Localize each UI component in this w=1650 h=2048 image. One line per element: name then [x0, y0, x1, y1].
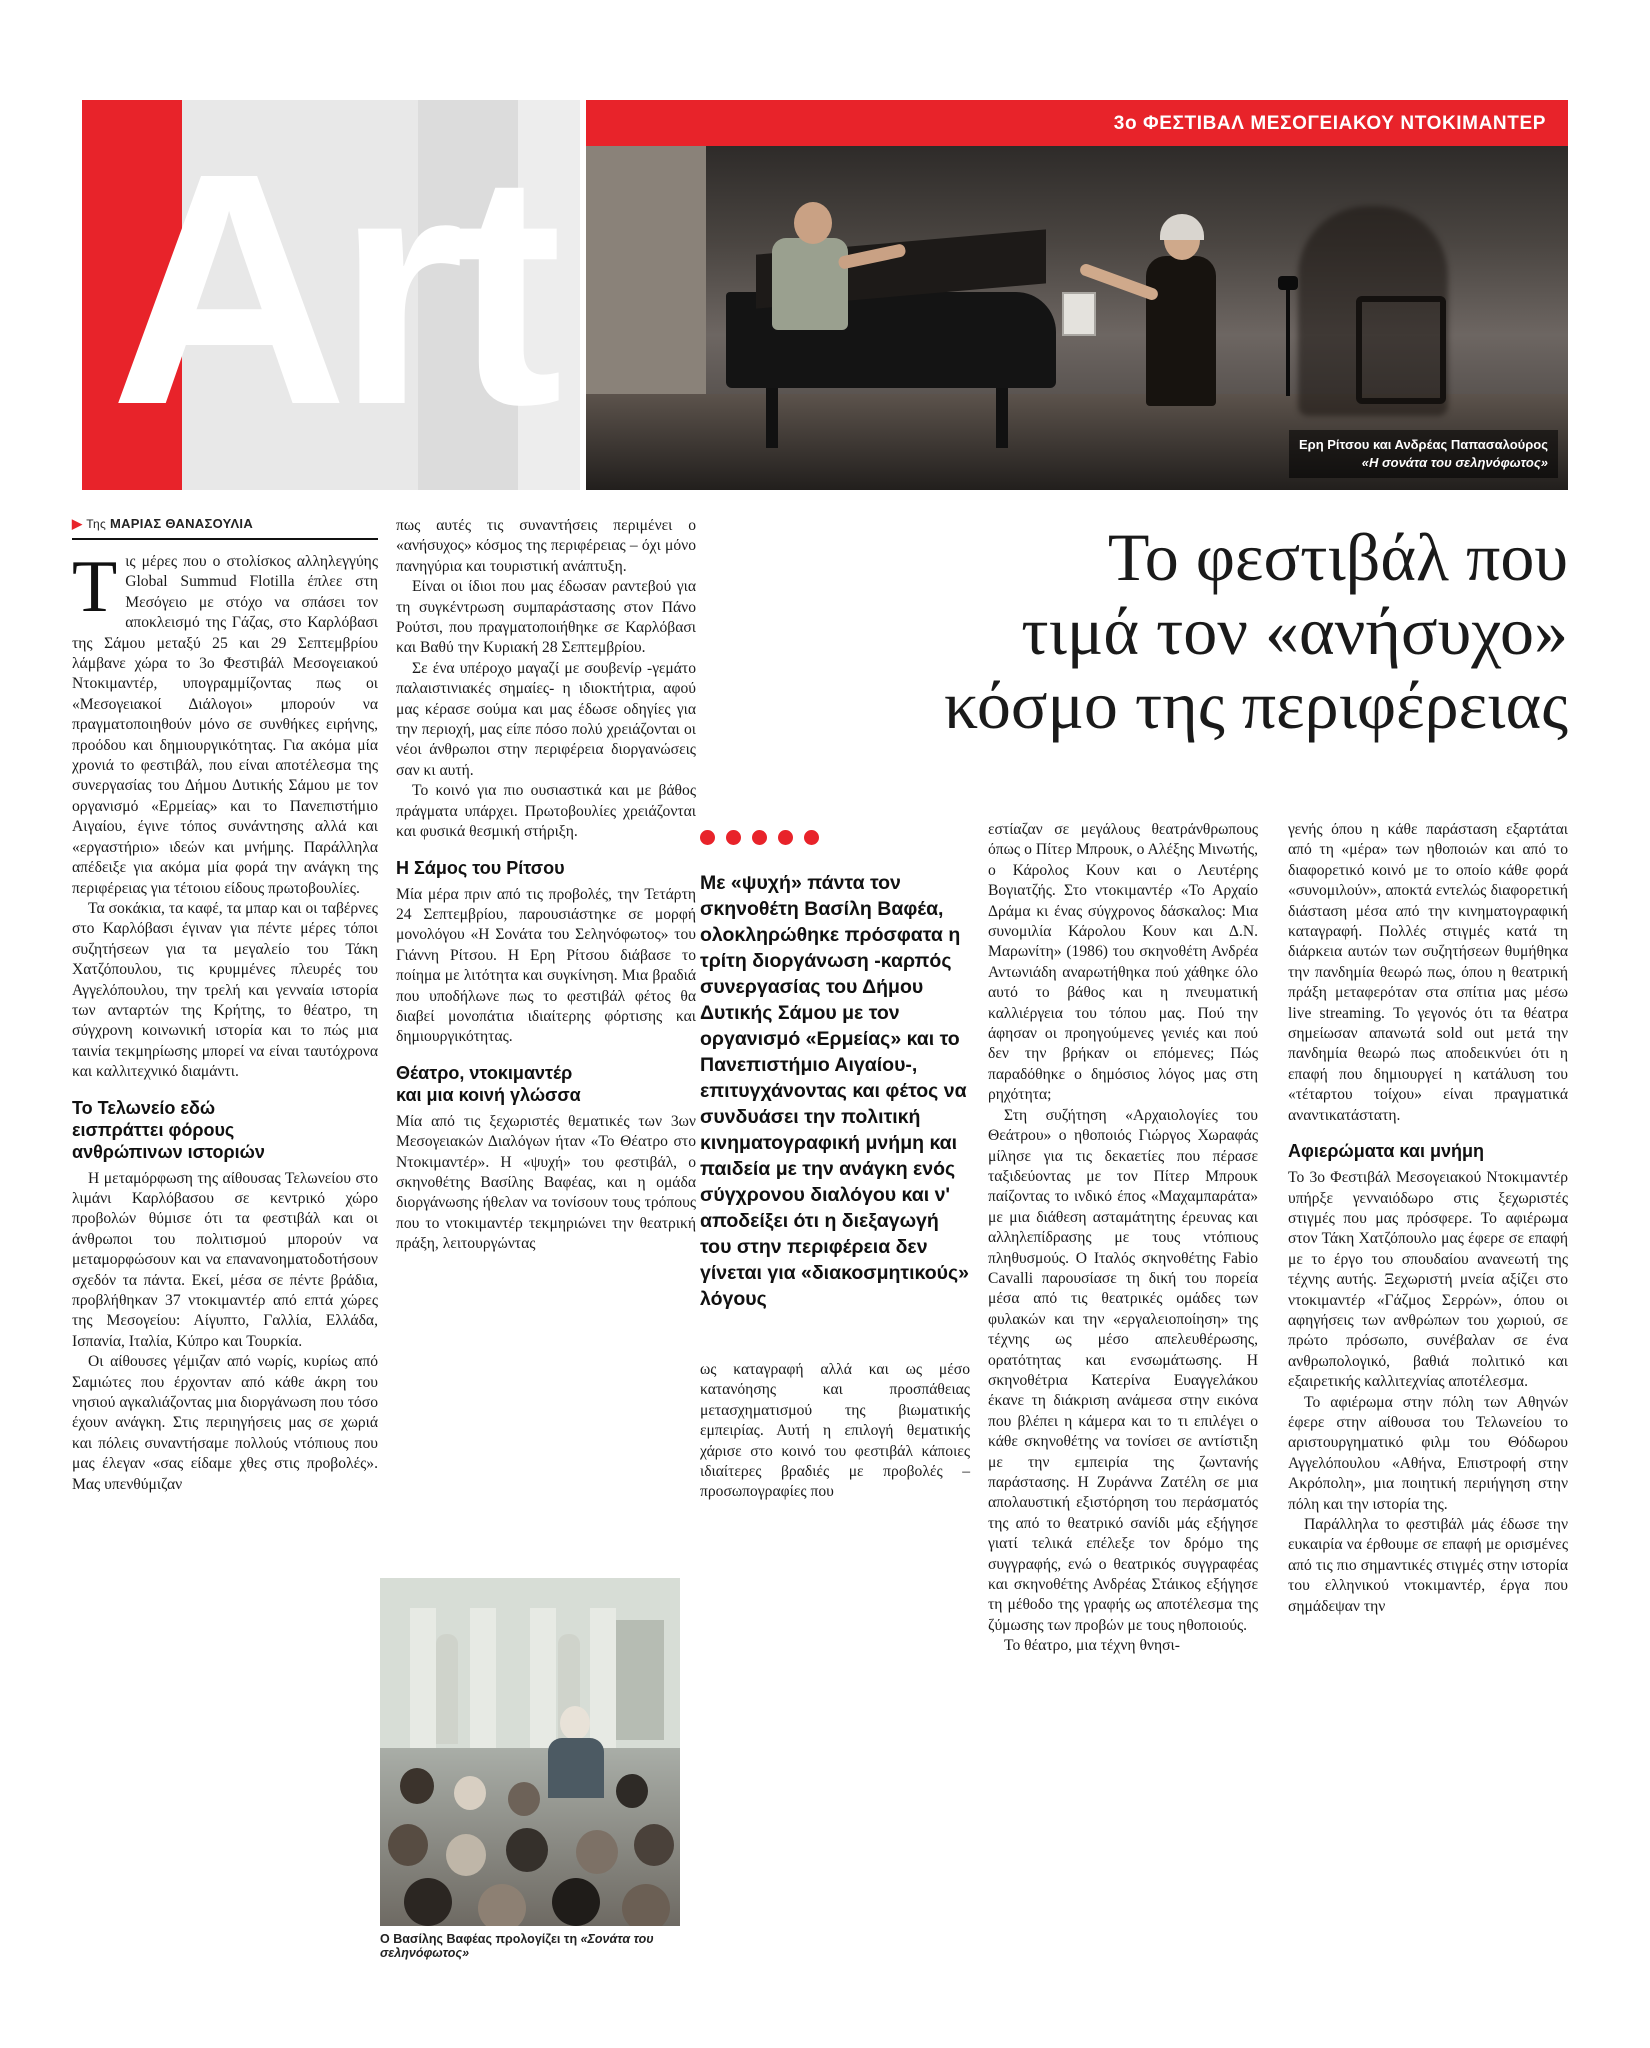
audience-head [616, 1774, 648, 1808]
dot-icon [778, 830, 793, 845]
hero-photo [586, 146, 1568, 490]
hero-wall [586, 146, 706, 406]
headline-line-2: τιμά τον «ανήσυχο» [1021, 593, 1568, 669]
audience-head [404, 1878, 452, 1926]
projection-screen [616, 1620, 664, 1740]
caption-text: Ο Βασίλης Βαφέας προλογίζει τη [380, 1932, 581, 1946]
dot-icon [752, 830, 767, 845]
speaker-icon [1062, 292, 1096, 336]
article-column-1 [72, 546, 378, 1495]
section-heading-customs [72, 1097, 378, 1163]
masthead [82, 100, 580, 490]
microphone-stand-icon [1286, 286, 1290, 396]
speaker-person [560, 1706, 590, 1740]
paragraph: Σε ένα υπέροχο μαγαζί με σουβενίρ -γεμάτο παλαιστινιακές σημαίες- η ιδιοκτήτρια, αφού μας κέρασε σούμα και μας έδωσε οδηγίες για την περιοχή, μας είπε πόσο πολύ χρειάζονται οι νέοι άνθρωποι στην περιφέρεια διοργανώσεις σαν κι αυτή. [396, 659, 696, 779]
column-decor [470, 1608, 496, 1748]
audience-head [508, 1782, 540, 1816]
audience-head [552, 1878, 600, 1926]
article-column-5 [1288, 820, 1568, 1617]
paragraph: Το 3ο Φεστιβάλ Μεσογειακού Ντοκιμαντέρ υπήρξε γενναιόδωρο στις ξεχωριστές στιγμές που μας πρόσφερε. Το αφιέρωμα στον Τάκη Χατζόπουλο μας έφερε σε επαφή με το έργο του σπουδαίου ανανεωτή της τέχνης αυτής. Ξεχωριστή μνεία αξίζει στο ντοκιμαντέρ «Γάζμος Σερρών», όπου οι αφηγήσεις των ανθρώπων του χωριού, σε πρώτο πρόσωπο, συνέβαλαν σε ένα ανθρωπολογικό, βαθιά πολιτικό και εξαιρετικής καλλιτεχνίας αποτέλεσμα. [1288, 1169, 1568, 1391]
performer-woman-hair [1160, 214, 1204, 240]
audience-photo-caption [380, 1932, 680, 1960]
paragraph: ως καταγραφή αλλά και ως μέσο κατανόησης και προσπάθειας μετασχηματισμού της βιωματικής εμπειρίας. Αυτή η επιλογή θεματικής χάρισε στο κοινό του φεστιβάλ κάποιες ιδιαίτερες βραδιές με προβολές – προσωπογραφίες που [700, 1361, 970, 1501]
headline-line-3: κόσμο της περιφέρειας [944, 667, 1568, 743]
decorative-dots [700, 830, 860, 848]
heading-line-2: και μια κοινή γλώσσα [396, 1084, 581, 1105]
audience-head [622, 1884, 670, 1926]
paragraph: εστίαζαν σε μεγάλους θεατράνθρωπους όπως ο Πίτερ Μπρουκ, ο Αλέξης Μινωτής, ο Κάρολος Κουν και ο Λευτέρης Βογιατζής. Στο ντοκιμαντέρ «Το Αρχαίο Δράμα κι ένας σύγχρονος δάσκαλος: Μια συνομιλία Κάρολου Κουν και Δ.Ν. Μαρωνίτη» (1986) του σκηνοθέτη Ανδρέα Αντωνιάδη αναρωτήθηκα πού χάθηκε όλο αυτό το βάθος και η πνευματική καλλιέργεια του τόπου μας. Πού την άφησαν οι προηγούμενες γενιές και πού δεν την βρήκαν οι επόμενες; Πώς παραδόθηκε ο δημόσιος λόγος μας στη ρηχότητα; [988, 821, 1258, 1104]
column-decor [590, 1608, 616, 1748]
paragraph: Η μεταμόρφωση της αίθουσας Τελωνείου στο λιμάνι Καρλόβασου σε κεντρικό χώρο προβολών θύμισε ότι τα φεστιβάλ και οι άνθρωποι του πολιτισμού μπορούν να μεταμορφώσουν και να επανανοηματοδοτήσουν σχεδόν τα πάντα. Εκεί, μέσα σε πέντε βράδια, προβλήθηκαν 37 ντοκιμαντέρ από επτά χώρες της Μεσογείου: Αίγυπτο, Γαλλία, Ελλάδα, Ισπανία, Ιταλία, Κύπρο και Τουρκία. [72, 1169, 378, 1350]
article-column-2 [396, 516, 696, 1255]
dot-icon [804, 830, 819, 845]
hero-caption-line2: «Η σονάτα του σεληνόφωτος» [1361, 455, 1548, 470]
byline [72, 516, 372, 532]
dot-icon [700, 830, 715, 845]
paragraph: Το θέατρο, μια τέχνη θνησι- [1004, 1637, 1180, 1655]
audience-head [446, 1834, 486, 1876]
heading-line-3: ανθρώπινων ιστοριών [72, 1141, 265, 1162]
paragraph: Μία από τις ξεχωριστές θεματικές των 3ων Μεσογειακών Διαλόγων ήταν «Το Θέατρο στο Ντοκιμαντέρ». Η «ψυχή» του φεστιβάλ, ο σκηνοθέτης Βασίλης Βαφέας, και η ομάδα διοργάνωσης ήθελαν να τονίσουν τους τρόπους που το ντοκιμαντέρ τεκμηριώνει την θεατρική πράξη, λειτουργώντας [396, 1112, 696, 1253]
drop-cap: Τ [72, 546, 118, 628]
paragraph: γενής όπου η κάθε παράσταση εξαρτάται από τη «μέρα» των ηθοποιών και από το διαφορετικό κοινό με το οποίο κάθε φορά «συνομιλούν», αποκτά εντελώς διαφορετική διάσταση μέσα από την κινηματογραφική καταγραφή. Πολλές στιγμές κατά τη διάρκεια αυτών των συζητήσεων θυμήθηκα την πανδημία θεωρώ πως, όπου η θεατρική πράξη μεταφερόταν στα σπίτια μας μέσω live streaming. Το γεγονός ότι τα θέατρα σημείωσαν απανωτά sold out μετά την πανδημία θεωρώ πως αποδεικνύει ότι η επαφή που δημιουργεί η κατάλυση του «τέταρτου τοίχου» είναι πραγματικά αναντικατάστατη. [1288, 821, 1568, 1124]
caption-title: «Σονάτα του σεληνόφωτος» [380, 1932, 654, 1960]
speaker-body [548, 1738, 604, 1798]
performer-woman [1146, 256, 1216, 406]
paragraph: Το κοινό για πιο ουσιαστικά και με βάθος πράγματα υπάρχει. Πρωτοβουλίες χρειάζονται και φυσικά θεσμική στήριξη. [396, 782, 696, 841]
audience-head [576, 1830, 618, 1874]
paragraph: Παράλληλα το φεστιβάλ μάς έδωσε την ευκαιρία να έρθουμε σε επαφή με ορισμένες από τις πιο σημαντικές στιγμές στην ιστορία του ελληνικού ντοκιμαντέρ, έργα που σημάδεψαν την [1288, 1516, 1568, 1615]
masthead-title: Art [110, 104, 551, 473]
article-column-3 [700, 1360, 970, 1503]
byline-author: ΜΑΡΙΑΣ ΘΑΝΑΣΟΥΛΙΑ [109, 516, 254, 531]
hero-caption-line1: Ερη Ρίτσου και Ανδρέας Παπασαλούρος [1298, 437, 1548, 452]
audience-head [506, 1828, 548, 1872]
section-heading-tributes: Αφιερώματα και μνήμη [1288, 1141, 1484, 1162]
audience-head [388, 1824, 428, 1866]
paragraph: Οι αίθουσες γέμιζαν από νωρίς, κυρίως από Σαμιώτες που έρχονταν από κάθε άκρη του νησιού αγκαλιάζοντας μια διοργάνωση που τόσο έχουν ανάγκη. Στις περιηγήσεις μας σε χωριά και πόλεις συναντήσαμε πολλούς ντόπιους που μας έλεγαν «σας είδαμε χθες στις προβολές». Μας υπενθύμιζαν [72, 1353, 378, 1493]
paragraph: Είναι οι ίδιοι που μας έδωσαν ραντεβού για τη συγκέντρωση συμπαράστασης στον Πάνο Ρούτσι, που πραγματοποιήθηκε σε Καρλόβασι και Βαθύ την Κυριακή 28 Σεπτεμβρίου. [396, 578, 696, 657]
heading-line-1: Το Τελωνείο εδώ [72, 1097, 216, 1118]
article-column-4 [988, 820, 1258, 1657]
dot-icon [726, 830, 741, 845]
audience-photo [380, 1578, 680, 1926]
performer-man-head [794, 202, 832, 244]
audience-head [478, 1884, 526, 1926]
paragraph: Στη συζήτηση «Αρχαιολογίες του Θεάτρου» ο ηθοποιός Γιώργος Χωραφάς μίλησε για τις δεκαετίες που πέρασε ταξιδεύοντας με τον Πίτερ Μπρουκ παίζοντας το ινδικό έπος «Μαχαμπαράτα» με μια διάθεση ασταμάτητης έρευνας και αλληλεπίδρασης με τους ντόπιους πληθυσμούς. Ο Ιταλός σκηνοθέτης Fabio Cavalli παρουσίασε τη δική του πορεία μέσα από τις θεατρικές ομάδες των φυλακών και την «εργαλειοποίηση» της τέχνης ως μέσο απελευθέρωσης, ορατότητας και ενσωμάτωσης. Η σκηνοθέτρια Κατερίνα Ευαγγελάκου έκανε τη διάκριση ανάμεσα στην εικόνα που βλέπει η κάμερα και το τι επιλέγει ο κάθε σκηνοθέτης να τονίσει σε αντίστιξη με την εμπειρία της ζωντανής παράστασης. Η Ζυράννα Ζατέλη σε μια απολαυστική εξιστόρηση του περάσματός της από το θεατρικό σανίδι μάς εξήγησε γιατί τελικά επέλεξε τον δρόμο της συγγραφής, ενώ ο θεατρικός συγγραφέας και σκηνοθέτης Ανδρέας Στάικος εξήγησε τη μέθοδο της γραφής ως αποτέλεσμα της ζύμωσης των προβών με τους ηθοποιούς. [988, 1106, 1258, 1634]
statue-icon [436, 1634, 458, 1744]
pull-quote: Με «ψυχή» πάντα τον σκηνοθέτη Βασίλη Βαφέα, ολοκληρώθηκε πρόσφατα η τρίτη διοργάνωση -καρπός συνεργασίας του Δήμου Δυτικής Σάμου με τον οργανισμό «Ερμείας» και το Πανεπιστήμιο Αιγαίου-, επιτυγχάνοντας και φέτος να συνδυάσει την πολιτική κινηματογραφική μνήμη και παιδεία με την ανάγκη ενός σύγχρονου διαλόγου και ν' αποδείξει ότι η διεξαγωγή του στην περιφέρεια δεν γίνεται για «διακοσμητικούς» λόγους [700, 872, 970, 1310]
paragraph-text: ις μέρες που ο στολίσκος αλληλεγγύης Global Summud Flotilla έπλεε στη Μεσόγειο με στόχο να σπάσει τον αποκλεισμό της Γάζας, στο Καρλόβασι της Σάμου μεταξύ 25 και 29 Σεπτεμβρίου λάμβανε χώρα το 3ο Φεστιβάλ Μεσογειακού Ντοκιμαντέρ, υπογραμμίζοντας πως οι «Μεσογειακοί Διάλογοι» μπορούν να πραγματοποιηθούν μόνο σε συνθήκες ειρήνης, προόδου και δημιουργικότητας. Για ακόμα μία χρονιά το φεστιβάλ, που είναι αποτέλεσμα της συνεργασίας του Δήμου Δυτικής Σάμου με τον οργανισμό «Ερμείας» και το Πανεπιστήμιο Αιγαίου, έγινε τόπος συνάντησης αλλά και «εργαστήριο» ιδεών και μνήμης. Παράλληλα απέδειξε για ακόμα μία φορά την ανάγκη της περιφέρειας για τέτοιου είδους πρωτοβουλίες. [72, 553, 378, 897]
heading-line-1: Θέατρο, ντοκιμαντέρ [396, 1062, 573, 1083]
headline-line-1: Το φεστιβάλ που [1107, 519, 1568, 595]
heading-line-2: εισπράττει φόρους [72, 1119, 235, 1140]
hero-caption [1289, 430, 1558, 478]
chair-icon [1356, 296, 1446, 404]
paragraph [72, 546, 378, 899]
paragraph: Τα σοκάκια, τα καφέ, τα μπαρ και οι ταβέρνες στο Καρλόβασι έγιναν για πέντε μέρες τόποι συζητήσεων για τα μεγαλείο του Τάκη Χατζόπουλου, τις κρυμμένες πλευρές του Αγγελόπουλου, την τρελή και γενναία ιστορία των ανταρτών της Κρήτης, το θέατρο, τη σύγχρονη κοινωνική ιστορία και το πώς μια ταινία τεκμηρίωσης μπορεί να είναι ταυτόχρονα και καλλιτεχνικό διαμάντι. [72, 899, 378, 1081]
section-heading-theatre [396, 1062, 696, 1106]
paragraph: Μία μέρα πριν από τις προβολές, την Τετάρτη 24 Σεπτεμβρίου, παρουσιάστηκε σε μορφή μονολόγου «Η Σονάτα του Σεληνόφωτος» του Γιάννη Ρίτσου. Η Ερη Ρίτσου διάβασε το ποίημα με λιτότητα και συγκίνηση. Μια βραδιά που υποδήλωνε πως το φεστιβάλ φέτος θα διαβεί μονοπάτια ιδιαίτερης φόρτισης και δημιουργικότητας. [396, 885, 696, 1046]
performer-man [772, 238, 848, 330]
column-decor [410, 1608, 436, 1748]
audience-head [634, 1824, 674, 1866]
page-title [586, 520, 1568, 742]
column-decor [530, 1608, 556, 1748]
festival-banner: 3ο ΦΕΣΤΙΒΑΛ ΜΕΣΟΓΕΙΑΚΟΥ ΝΤΟΚΙΜΑΝΤΕΡ [586, 100, 1568, 146]
triangle-icon: ▶ [72, 516, 83, 531]
byline-prefix: Της [86, 517, 107, 531]
section-heading-samos: Η Σάμος του Ρίτσου [396, 857, 565, 878]
paragraph: πως αυτές τις συναντήσεις περιμένει ο «ανήσυχος» κόσμος της περιφέρειας – όχι μόνο πανηγύρια και τουριστική ανάπτυξη. [396, 517, 696, 575]
audience-head [400, 1768, 434, 1804]
audience-head [454, 1776, 486, 1810]
paragraph: Το αφιέρωμα στην πόλη των Αθηνών έφερε στην αίθουσα του Τελωνείου το αριστουργηματικό φιλμ του Θόδωρου Αγγελόπουλου «Αθήνα, Επιστροφή στην Ακρόπολη», μια ποιητική περιήγηση στην πόλη και την ιστορία της. [1288, 1393, 1568, 1513]
byline-divider [72, 538, 378, 540]
